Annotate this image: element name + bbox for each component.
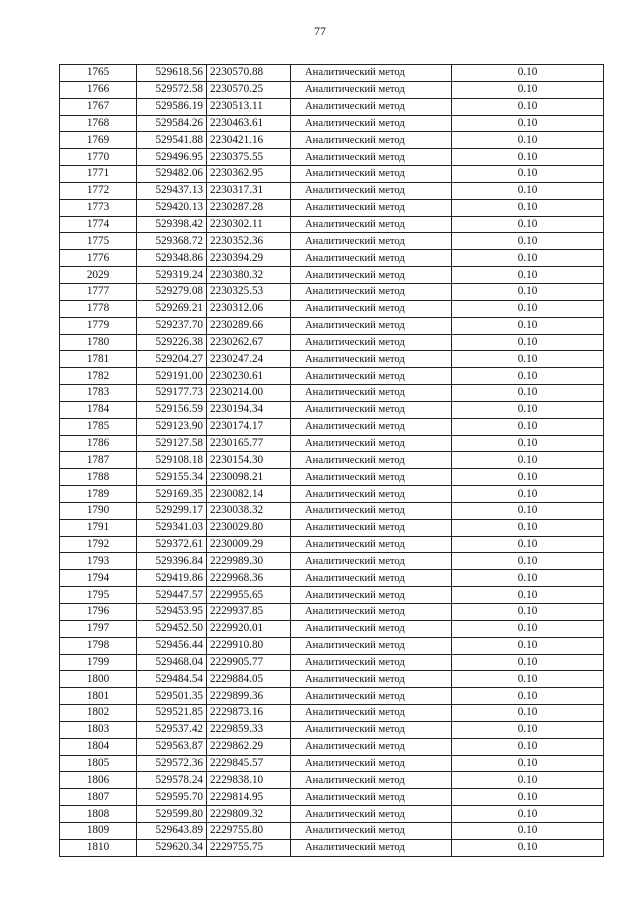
method-cell: Аналитический метод <box>291 166 452 183</box>
point-number-cell: 1790 <box>60 502 137 519</box>
table-row <box>60 604 604 621</box>
x-coordinate-cell: 529279.08 <box>137 283 207 300</box>
y-coordinate-cell: 2230098.21 <box>207 469 291 486</box>
x-coordinate-cell: 529319.24 <box>137 267 207 284</box>
point-number-cell: 1778 <box>60 300 137 317</box>
coordinates-table <box>59 64 604 857</box>
point-number-cell: 1809 <box>60 822 137 839</box>
x-coordinate-cell: 529155.34 <box>137 469 207 486</box>
y-coordinate-cell: 2230375.55 <box>207 149 291 166</box>
point-number-cell: 1777 <box>60 283 137 300</box>
y-coordinate-cell: 2230513.11 <box>207 98 291 115</box>
x-coordinate-cell: 529169.35 <box>137 486 207 503</box>
x-coordinate-cell: 529226.38 <box>137 334 207 351</box>
accuracy-cell: 0.10 <box>452 772 604 789</box>
point-number-cell: 1789 <box>60 486 137 503</box>
method-cell: Аналитический метод <box>291 502 452 519</box>
point-number-cell: 1784 <box>60 401 137 418</box>
method-cell: Аналитический метод <box>291 688 452 705</box>
x-coordinate-cell: 529372.61 <box>137 536 207 553</box>
table-row <box>60 553 604 570</box>
table-row <box>60 772 604 789</box>
x-coordinate-cell: 529452.50 <box>137 620 207 637</box>
accuracy-cell: 0.10 <box>452 401 604 418</box>
x-coordinate-cell: 529396.84 <box>137 553 207 570</box>
method-cell: Аналитический метод <box>291 81 452 98</box>
accuracy-cell: 0.10 <box>452 250 604 267</box>
table-row <box>60 385 604 402</box>
method-cell: Аналитический метод <box>291 519 452 536</box>
accuracy-cell: 0.10 <box>452 604 604 621</box>
accuracy-cell: 0.10 <box>452 435 604 452</box>
y-coordinate-cell: 2229862.29 <box>207 738 291 755</box>
accuracy-cell: 0.10 <box>452 385 604 402</box>
x-coordinate-cell: 529341.03 <box>137 519 207 536</box>
table-row <box>60 368 604 385</box>
y-coordinate-cell: 2230082.14 <box>207 486 291 503</box>
table-row <box>60 216 604 233</box>
accuracy-cell: 0.10 <box>452 81 604 98</box>
y-coordinate-cell: 2230194.34 <box>207 401 291 418</box>
point-number-cell: 1794 <box>60 570 137 587</box>
method-cell: Аналитический метод <box>291 570 452 587</box>
x-coordinate-cell: 529578.24 <box>137 772 207 789</box>
method-cell: Аналитический метод <box>291 283 452 300</box>
y-coordinate-cell: 2230029.80 <box>207 519 291 536</box>
accuracy-cell: 0.10 <box>452 216 604 233</box>
accuracy-cell: 0.10 <box>452 721 604 738</box>
y-coordinate-cell: 2230262.67 <box>207 334 291 351</box>
y-coordinate-cell: 2230214.00 <box>207 385 291 402</box>
table-row <box>60 233 604 250</box>
y-coordinate-cell: 2230317.31 <box>207 182 291 199</box>
table-row <box>60 317 604 334</box>
x-coordinate-cell: 529237.70 <box>137 317 207 334</box>
method-cell: Аналитический метод <box>291 469 452 486</box>
accuracy-cell: 0.10 <box>452 806 604 823</box>
table-row <box>60 688 604 705</box>
method-cell: Аналитический метод <box>291 604 452 621</box>
method-cell: Аналитический метод <box>291 115 452 132</box>
accuracy-cell: 0.10 <box>452 418 604 435</box>
point-number-cell: 1767 <box>60 98 137 115</box>
point-number-cell: 1803 <box>60 721 137 738</box>
point-number-cell: 1795 <box>60 587 137 604</box>
point-number-cell: 1776 <box>60 250 137 267</box>
point-number-cell: 1805 <box>60 755 137 772</box>
table-row <box>60 65 604 82</box>
point-number-cell: 1785 <box>60 418 137 435</box>
point-number-cell: 1772 <box>60 182 137 199</box>
accuracy-cell: 0.10 <box>452 822 604 839</box>
method-cell: Аналитический метод <box>291 839 452 856</box>
table-row <box>60 654 604 671</box>
table-row <box>60 283 604 300</box>
table-row <box>60 536 604 553</box>
method-cell: Аналитический метод <box>291 755 452 772</box>
point-number-cell: 1788 <box>60 469 137 486</box>
point-number-cell: 1775 <box>60 233 137 250</box>
x-coordinate-cell: 529191.00 <box>137 368 207 385</box>
x-coordinate-cell: 529177.73 <box>137 385 207 402</box>
table-row <box>60 300 604 317</box>
y-coordinate-cell: 2229905.77 <box>207 654 291 671</box>
method-cell: Аналитический метод <box>291 385 452 402</box>
table-row <box>60 671 604 688</box>
y-coordinate-cell: 2230463.61 <box>207 115 291 132</box>
accuracy-cell: 0.10 <box>452 351 604 368</box>
accuracy-cell: 0.10 <box>452 486 604 503</box>
table-row <box>60 721 604 738</box>
x-coordinate-cell: 529398.42 <box>137 216 207 233</box>
accuracy-cell: 0.10 <box>452 233 604 250</box>
point-number-cell: 1791 <box>60 519 137 536</box>
table-row <box>60 98 604 115</box>
table-row <box>60 738 604 755</box>
x-coordinate-cell: 529123.90 <box>137 418 207 435</box>
point-number-cell: 1806 <box>60 772 137 789</box>
table-row <box>60 166 604 183</box>
point-number-cell: 1807 <box>60 789 137 806</box>
method-cell: Аналитический метод <box>291 401 452 418</box>
x-coordinate-cell: 529456.44 <box>137 637 207 654</box>
x-coordinate-cell: 529618.56 <box>137 65 207 82</box>
method-cell: Аналитический метод <box>291 233 452 250</box>
x-coordinate-cell: 529453.95 <box>137 604 207 621</box>
x-coordinate-cell: 529484.54 <box>137 671 207 688</box>
accuracy-cell: 0.10 <box>452 98 604 115</box>
x-coordinate-cell: 529156.59 <box>137 401 207 418</box>
method-cell: Аналитический метод <box>291 654 452 671</box>
point-number-cell: 1787 <box>60 452 137 469</box>
point-number-cell: 1810 <box>60 839 137 856</box>
y-coordinate-cell: 2230421.16 <box>207 132 291 149</box>
y-coordinate-cell: 2230570.25 <box>207 81 291 98</box>
x-coordinate-cell: 529586.19 <box>137 98 207 115</box>
method-cell: Аналитический метод <box>291 553 452 570</box>
point-number-cell: 1800 <box>60 671 137 688</box>
coordinates-table-body <box>60 65 604 857</box>
table-row <box>60 637 604 654</box>
accuracy-cell: 0.10 <box>452 553 604 570</box>
table-row <box>60 149 604 166</box>
y-coordinate-cell: 2230362.95 <box>207 166 291 183</box>
y-coordinate-cell: 2229955.65 <box>207 587 291 604</box>
point-number-cell: 1797 <box>60 620 137 637</box>
method-cell: Аналитический метод <box>291 250 452 267</box>
point-number-cell: 1782 <box>60 368 137 385</box>
table-row <box>60 620 604 637</box>
y-coordinate-cell: 2229755.75 <box>207 839 291 856</box>
table-row <box>60 435 604 452</box>
y-coordinate-cell: 2230230.61 <box>207 368 291 385</box>
x-coordinate-cell: 529468.04 <box>137 654 207 671</box>
table-row <box>60 519 604 536</box>
method-cell: Аналитический метод <box>291 182 452 199</box>
accuracy-cell: 0.10 <box>452 334 604 351</box>
y-coordinate-cell: 2229755.80 <box>207 822 291 839</box>
y-coordinate-cell: 2230394.29 <box>207 250 291 267</box>
method-cell: Аналитический метод <box>291 536 452 553</box>
accuracy-cell: 0.10 <box>452 132 604 149</box>
method-cell: Аналитический метод <box>291 98 452 115</box>
method-cell: Аналитический метод <box>291 300 452 317</box>
x-coordinate-cell: 529501.35 <box>137 688 207 705</box>
accuracy-cell: 0.10 <box>452 755 604 772</box>
table-row <box>60 115 604 132</box>
point-number-cell: 1771 <box>60 166 137 183</box>
accuracy-cell: 0.10 <box>452 283 604 300</box>
accuracy-cell: 0.10 <box>452 452 604 469</box>
x-coordinate-cell: 529108.18 <box>137 452 207 469</box>
point-number-cell: 1774 <box>60 216 137 233</box>
method-cell: Аналитический метод <box>291 351 452 368</box>
accuracy-cell: 0.10 <box>452 149 604 166</box>
point-number-cell: 1798 <box>60 637 137 654</box>
method-cell: Аналитический метод <box>291 738 452 755</box>
accuracy-cell: 0.10 <box>452 300 604 317</box>
y-coordinate-cell: 2229899.36 <box>207 688 291 705</box>
accuracy-cell: 0.10 <box>452 166 604 183</box>
accuracy-cell: 0.10 <box>452 182 604 199</box>
y-coordinate-cell: 2230165.77 <box>207 435 291 452</box>
x-coordinate-cell: 529437.13 <box>137 182 207 199</box>
x-coordinate-cell: 529420.13 <box>137 199 207 216</box>
point-number-cell: 1770 <box>60 149 137 166</box>
y-coordinate-cell: 2229838.10 <box>207 772 291 789</box>
table-row <box>60 705 604 722</box>
y-coordinate-cell: 2230174.17 <box>207 418 291 435</box>
y-coordinate-cell: 2230325.53 <box>207 283 291 300</box>
x-coordinate-cell: 529521.85 <box>137 705 207 722</box>
y-coordinate-cell: 2230302.11 <box>207 216 291 233</box>
x-coordinate-cell: 529204.27 <box>137 351 207 368</box>
point-number-cell: 1796 <box>60 604 137 621</box>
accuracy-cell: 0.10 <box>452 368 604 385</box>
method-cell: Аналитический метод <box>291 822 452 839</box>
accuracy-cell: 0.10 <box>452 502 604 519</box>
method-cell: Аналитический метод <box>291 789 452 806</box>
table-row <box>60 132 604 149</box>
table-row <box>60 401 604 418</box>
method-cell: Аналитический метод <box>291 637 452 654</box>
point-number-cell: 1792 <box>60 536 137 553</box>
method-cell: Аналитический метод <box>291 199 452 216</box>
method-cell: Аналитический метод <box>291 705 452 722</box>
point-number-cell: 1773 <box>60 199 137 216</box>
point-number-cell: 1780 <box>60 334 137 351</box>
table-row <box>60 587 604 604</box>
table-row <box>60 755 604 772</box>
accuracy-cell: 0.10 <box>452 115 604 132</box>
method-cell: Аналитический метод <box>291 418 452 435</box>
accuracy-cell: 0.10 <box>452 620 604 637</box>
table-row <box>60 250 604 267</box>
table-row <box>60 182 604 199</box>
x-coordinate-cell: 529269.21 <box>137 300 207 317</box>
x-coordinate-cell: 529599.80 <box>137 806 207 823</box>
y-coordinate-cell: 2229884.05 <box>207 671 291 688</box>
point-number-cell: 1802 <box>60 705 137 722</box>
x-coordinate-cell: 529537.42 <box>137 721 207 738</box>
x-coordinate-cell: 529541.88 <box>137 132 207 149</box>
method-cell: Аналитический метод <box>291 587 452 604</box>
y-coordinate-cell: 2230038.32 <box>207 502 291 519</box>
x-coordinate-cell: 529620.34 <box>137 839 207 856</box>
method-cell: Аналитический метод <box>291 486 452 503</box>
point-number-cell: 1808 <box>60 806 137 823</box>
method-cell: Аналитический метод <box>291 132 452 149</box>
accuracy-cell: 0.10 <box>452 65 604 82</box>
table-row <box>60 502 604 519</box>
point-number-cell: 1804 <box>60 738 137 755</box>
method-cell: Аналитический метод <box>291 267 452 284</box>
point-number-cell: 2029 <box>60 267 137 284</box>
y-coordinate-cell: 2229845.57 <box>207 755 291 772</box>
method-cell: Аналитический метод <box>291 368 452 385</box>
accuracy-cell: 0.10 <box>452 789 604 806</box>
point-number-cell: 1799 <box>60 654 137 671</box>
table-row <box>60 267 604 284</box>
x-coordinate-cell: 529563.87 <box>137 738 207 755</box>
table-row <box>60 570 604 587</box>
table-row <box>60 789 604 806</box>
point-number-cell: 1793 <box>60 553 137 570</box>
y-coordinate-cell: 2229809.32 <box>207 806 291 823</box>
y-coordinate-cell: 2229989.30 <box>207 553 291 570</box>
y-coordinate-cell: 2230247.24 <box>207 351 291 368</box>
method-cell: Аналитический метод <box>291 620 452 637</box>
table-row <box>60 199 604 216</box>
method-cell: Аналитический метод <box>291 806 452 823</box>
accuracy-cell: 0.10 <box>452 267 604 284</box>
y-coordinate-cell: 2230289.66 <box>207 317 291 334</box>
method-cell: Аналитический метод <box>291 216 452 233</box>
point-number-cell: 1781 <box>60 351 137 368</box>
method-cell: Аналитический метод <box>291 334 452 351</box>
accuracy-cell: 0.10 <box>452 839 604 856</box>
point-number-cell: 1766 <box>60 81 137 98</box>
method-cell: Аналитический метод <box>291 435 452 452</box>
accuracy-cell: 0.10 <box>452 587 604 604</box>
y-coordinate-cell: 2230312.06 <box>207 300 291 317</box>
accuracy-cell: 0.10 <box>452 637 604 654</box>
method-cell: Аналитический метод <box>291 721 452 738</box>
accuracy-cell: 0.10 <box>452 570 604 587</box>
x-coordinate-cell: 529299.17 <box>137 502 207 519</box>
x-coordinate-cell: 529482.06 <box>137 166 207 183</box>
y-coordinate-cell: 2229920.01 <box>207 620 291 637</box>
y-coordinate-cell: 2229968.36 <box>207 570 291 587</box>
y-coordinate-cell: 2230009.29 <box>207 536 291 553</box>
point-number-cell: 1801 <box>60 688 137 705</box>
point-number-cell: 1769 <box>60 132 137 149</box>
point-number-cell: 1783 <box>60 385 137 402</box>
table-row <box>60 822 604 839</box>
x-coordinate-cell: 529348.86 <box>137 250 207 267</box>
accuracy-cell: 0.10 <box>452 199 604 216</box>
y-coordinate-cell: 2229859.33 <box>207 721 291 738</box>
table-row <box>60 351 604 368</box>
accuracy-cell: 0.10 <box>452 688 604 705</box>
x-coordinate-cell: 529572.36 <box>137 755 207 772</box>
accuracy-cell: 0.10 <box>452 654 604 671</box>
x-coordinate-cell: 529572.58 <box>137 81 207 98</box>
point-number-cell: 1765 <box>60 65 137 82</box>
y-coordinate-cell: 2229814.95 <box>207 789 291 806</box>
table-row <box>60 839 604 856</box>
method-cell: Аналитический метод <box>291 772 452 789</box>
accuracy-cell: 0.10 <box>452 469 604 486</box>
accuracy-cell: 0.10 <box>452 705 604 722</box>
method-cell: Аналитический метод <box>291 149 452 166</box>
method-cell: Аналитический метод <box>291 452 452 469</box>
table-row <box>60 452 604 469</box>
x-coordinate-cell: 529447.57 <box>137 587 207 604</box>
y-coordinate-cell: 2230570.88 <box>207 65 291 82</box>
x-coordinate-cell: 529127.58 <box>137 435 207 452</box>
point-number-cell: 1779 <box>60 317 137 334</box>
point-number-cell: 1786 <box>60 435 137 452</box>
accuracy-cell: 0.10 <box>452 671 604 688</box>
table-row <box>60 806 604 823</box>
x-coordinate-cell: 529595.70 <box>137 789 207 806</box>
method-cell: Аналитический метод <box>291 65 452 82</box>
table-row <box>60 469 604 486</box>
table-row <box>60 81 604 98</box>
y-coordinate-cell: 2230154.30 <box>207 452 291 469</box>
table-row <box>60 334 604 351</box>
accuracy-cell: 0.10 <box>452 738 604 755</box>
y-coordinate-cell: 2230287.28 <box>207 199 291 216</box>
y-coordinate-cell: 2229937.85 <box>207 604 291 621</box>
table-row <box>60 418 604 435</box>
x-coordinate-cell: 529419.86 <box>137 570 207 587</box>
y-coordinate-cell: 2230380.32 <box>207 267 291 284</box>
page-number: 77 <box>314 24 326 38</box>
y-coordinate-cell: 2230352.36 <box>207 233 291 250</box>
y-coordinate-cell: 2229910.80 <box>207 637 291 654</box>
accuracy-cell: 0.10 <box>452 519 604 536</box>
x-coordinate-cell: 529584.26 <box>137 115 207 132</box>
method-cell: Аналитический метод <box>291 317 452 334</box>
table-row <box>60 486 604 503</box>
method-cell: Аналитический метод <box>291 671 452 688</box>
y-coordinate-cell: 2229873.16 <box>207 705 291 722</box>
x-coordinate-cell: 529496.95 <box>137 149 207 166</box>
accuracy-cell: 0.10 <box>452 317 604 334</box>
x-coordinate-cell: 529368.72 <box>137 233 207 250</box>
x-coordinate-cell: 529643.89 <box>137 822 207 839</box>
accuracy-cell: 0.10 <box>452 536 604 553</box>
point-number-cell: 1768 <box>60 115 137 132</box>
